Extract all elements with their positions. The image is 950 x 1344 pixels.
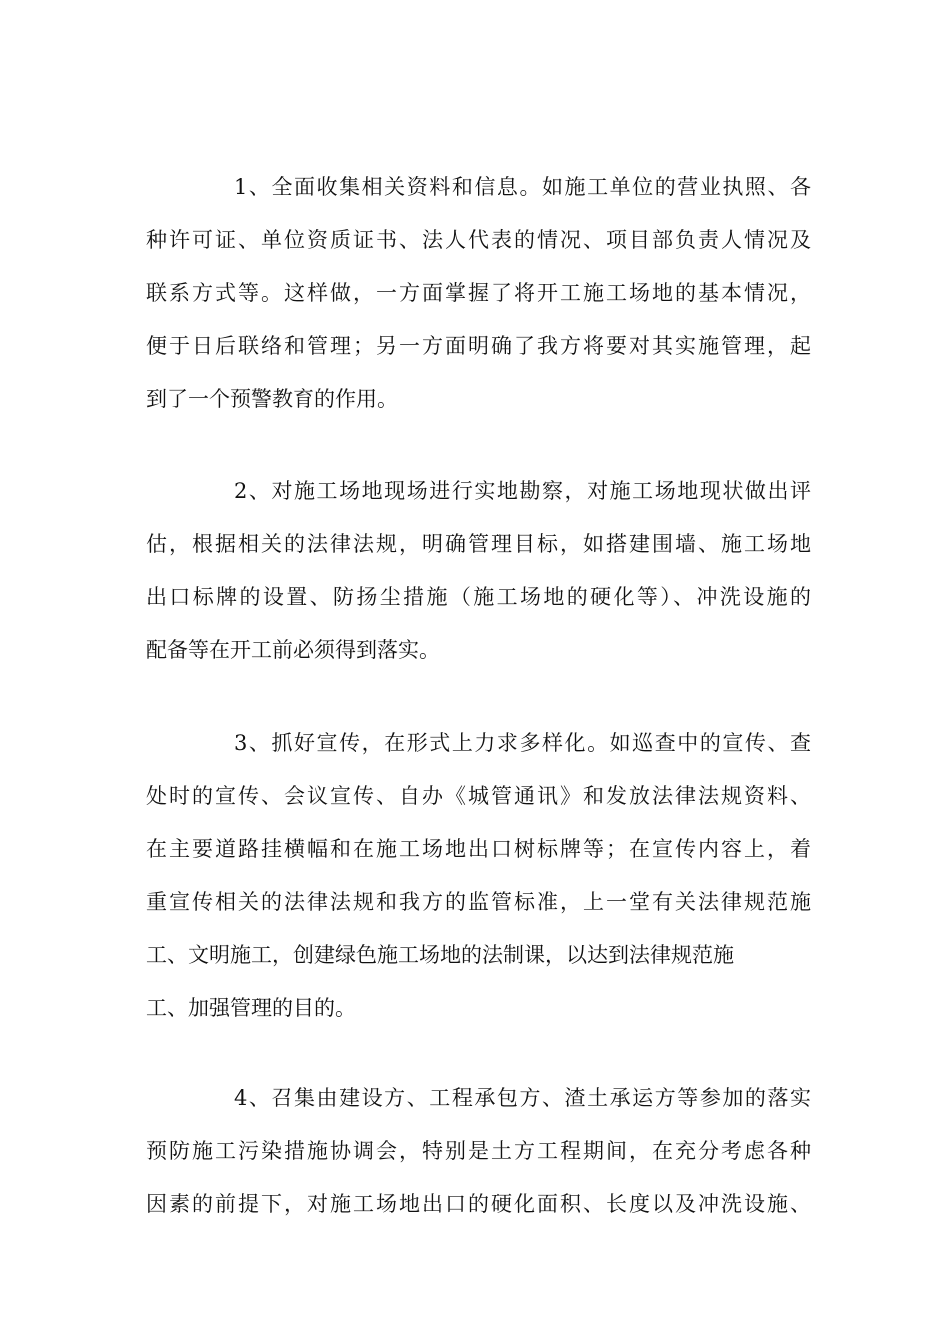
text-line: 种许可证、单位资质证书、法人代表的情况、项目部负责人情况及: [146, 228, 811, 252]
text-line: 预防施工污染措施协调会，特别是土方工程期间，在充分考虑各种: [146, 1139, 811, 1163]
text-line: 估，根据相关的法律法规，明确管理目标，如搭建围墙、施工场地: [146, 532, 811, 556]
text-line: 因素的前提下，对施工场地出口的硬化面积、长度以及冲洗设施、: [146, 1192, 811, 1216]
text-line: 3、抓好宣传，在形式上力求多样化。如巡查中的宣传、查: [234, 731, 811, 755]
text-line: 4、召集由建设方、工程承包方、渣土承运方等参加的落实: [234, 1086, 811, 1110]
paragraph-2: [146, 476, 811, 688]
text-line: 出口标牌的设置、防扬尘措施（施工场地的硬化等）、冲洗设施的: [146, 585, 811, 609]
text-line: 处时的宣传、会议宣传、自办《城管通讯》和发放法律法规资料、: [146, 784, 811, 808]
text-line: 重宣传相关的法律法规和我方的监管标准，上一堂有关法律规范施: [146, 890, 811, 914]
text-line: 在主要道路挂横幅和在施工场地出口树标牌等；在宣传内容上，着: [146, 837, 811, 861]
text-line: 工、文明施工，创建绿色施工场地的法制课，以达到法律规范施: [146, 943, 734, 967]
text-line: 到了一个预警教育的作用。: [146, 387, 398, 411]
paragraph-4: [146, 1083, 811, 1242]
text-line: 便于日后联络和管理；另一方面明确了我方将要对其实施管理，起: [146, 334, 811, 358]
text-line: 工、加强管理的目的。: [146, 996, 356, 1020]
text-line: 配备等在开工前必须得到落实。: [146, 638, 440, 662]
paragraph-1: [146, 172, 811, 437]
text-line: 联系方式等。这样做，一方面掌握了将开工施工场地的基本情况，: [146, 281, 811, 305]
text-line: 1、全面收集相关资料和信息。如施工单位的营业执照、各: [234, 175, 811, 199]
paragraph-3: [146, 728, 811, 1046]
text-line: 2、对施工场地现场进行实地勘察，对施工场地现状做出评: [234, 479, 811, 503]
